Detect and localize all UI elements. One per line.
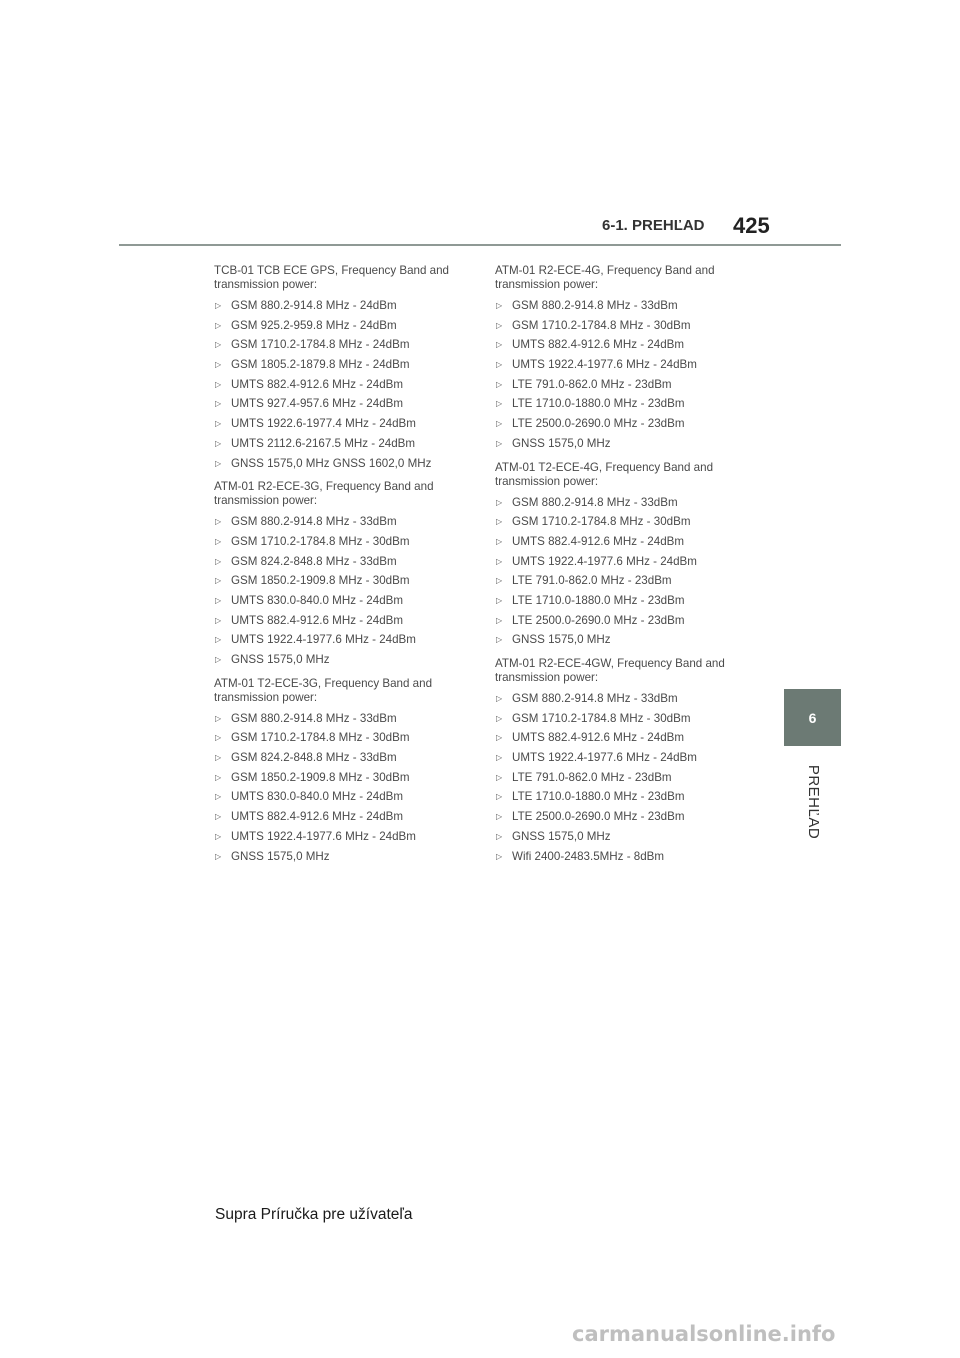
list-item: ▷ GSM 1710.2-1784.8 MHz - 30dBm	[495, 319, 757, 339]
list-item: ▷ GSM 925.2-959.8 MHz - 24dBm	[214, 319, 476, 339]
chapter-number: 6	[808, 709, 817, 726]
list-item: ▷ GSM 880.2-914.8 MHz - 24dBm	[214, 299, 476, 319]
spec-block-title: ATM-01 R2-ECE-3G, Frequency Band and transmission power:	[214, 480, 434, 508]
spec-list	[214, 299, 476, 476]
chapter-tab	[784, 689, 841, 746]
spec-block-title: TCB-01 TCB ECE GPS, Frequency Band and transmission power:	[214, 264, 449, 291]
spec-block-title: ATM-01 T2-ECE-3G, Frequency Band and transmission power:	[214, 676, 433, 704]
spec-list	[214, 712, 476, 870]
list-item: ▷ GSM 1805.2-1879.8 MHz - 24dBm	[214, 358, 476, 378]
spec-block	[214, 264, 476, 476]
chapter-label: PREHĽAD	[805, 764, 822, 840]
spec-block	[214, 677, 476, 870]
list-item: ▷ UMTS 882.4-912.6 MHz - 24dBm	[214, 810, 476, 830]
list-item: ▷ UMTS 830.0-840.0 MHz - 24dBm	[214, 790, 476, 810]
list-item: ▷ LTE 1710.0-1880.0 MHz - 23dBm	[495, 397, 757, 417]
list-item: ▷ UMTS 2112.6-2167.5 MHz - 24dBm	[214, 437, 476, 457]
list-item: ▷ GSM 1710.2-1784.8 MHz - 30dBm	[214, 731, 476, 751]
spec-block-title: ATM-01 T2-ECE-4G, Frequency Band and transmission power:	[495, 460, 714, 488]
page-number: 425	[733, 213, 770, 238]
list-item: ▷ UMTS 927.4-957.6 MHz - 24dBm	[214, 397, 476, 417]
list-item: ▷ LTE 791.0-862.0 MHz - 23dBm	[495, 574, 757, 594]
list-item: ▷ UMTS 882.4-912.6 MHz - 24dBm	[495, 731, 757, 751]
list-item: ▷ UMTS 882.4-912.6 MHz - 24dBm	[214, 378, 476, 398]
right-column	[495, 264, 757, 873]
list-item: ▷ UMTS 1922.4-1977.6 MHz - 24dBm	[495, 555, 757, 575]
list-item: ▷ UMTS 830.0-840.0 MHz - 24dBm	[214, 594, 476, 614]
list-item: ▷ UMTS 1922.4-1977.6 MHz - 24dBm	[214, 830, 476, 850]
list-item: ▷ GSM 1710.2-1784.8 MHz - 30dBm	[214, 535, 476, 555]
list-item: ▷ GSM 1850.2-1909.8 MHz - 30dBm	[214, 771, 476, 791]
spec-block-title: ATM-01 R2-ECE-4GW, Frequency Band and transmission power:	[495, 657, 725, 684]
list-item: ▷ UMTS 1922.4-1977.6 MHz - 24dBm	[214, 633, 476, 653]
list-item: ▷ GNSS 1575,0 MHz	[214, 850, 476, 870]
header-rule	[119, 244, 841, 246]
list-item: ▷ LTE 791.0-862.0 MHz - 23dBm	[495, 771, 757, 791]
list-item: ▷ GSM 880.2-914.8 MHz - 33dBm	[495, 299, 757, 319]
list-item: ▷ GSM 824.2-848.8 MHz - 33dBm	[214, 751, 476, 771]
list-item: ▷ LTE 1710.0-1880.0 MHz - 23dBm	[495, 594, 757, 614]
list-item: ▷ UMTS 882.4-912.6 MHz - 24dBm	[495, 338, 757, 358]
list-item: ▷ GSM 880.2-914.8 MHz - 33dBm	[214, 515, 476, 535]
list-item: ▷ GNSS 1575,0 MHz GNSS 1602,0 MHz	[214, 457, 476, 477]
list-item: ▷ GSM 1850.2-1909.8 MHz - 30dBm	[214, 574, 476, 594]
list-item: ▷ UMTS 1922.4-1977.6 MHz - 24dBm	[495, 358, 757, 378]
spec-list	[495, 496, 757, 654]
manual-title: Supra Príručka pre užívateľa	[215, 1206, 413, 1223]
list-item: ▷ LTE 2500.0-2690.0 MHz - 23dBm	[495, 417, 757, 437]
watermark-link[interactable]: carmanualsonline.info	[572, 1322, 836, 1346]
spec-block	[495, 657, 757, 869]
list-item: ▷ UMTS 882.4-912.6 MHz - 24dBm	[495, 535, 757, 555]
list-item: ▷ LTE 791.0-862.0 MHz - 23dBm	[495, 378, 757, 398]
list-item: ▷ GSM 880.2-914.8 MHz - 33dBm	[495, 692, 757, 712]
list-item: ▷ UMTS 1922.6-1977.4 MHz - 24dBm	[214, 417, 476, 437]
list-item: ▷ GSM 1710.2-1784.8 MHz - 24dBm	[214, 338, 476, 358]
list-item: ▷ Wifi 2400-2483.5MHz - 8dBm	[495, 850, 757, 870]
list-item: ▷ GNSS 1575,0 MHz	[495, 830, 757, 850]
list-item: ▷ LTE 2500.0-2690.0 MHz - 23dBm	[495, 614, 757, 634]
list-item: ▷ UMTS 1922.4-1977.6 MHz - 24dBm	[495, 751, 757, 771]
spec-list	[495, 692, 757, 869]
spec-block	[214, 480, 476, 673]
list-item: ▷ GSM 824.2-848.8 MHz - 33dBm	[214, 555, 476, 575]
list-item: ▷ GNSS 1575,0 MHz	[495, 437, 757, 457]
spec-list	[495, 299, 757, 457]
list-item: ▷ GSM 880.2-914.8 MHz - 33dBm	[214, 712, 476, 732]
list-item: ▷ GSM 1710.2-1784.8 MHz - 30dBm	[495, 712, 757, 732]
list-item: ▷ GSM 1710.2-1784.8 MHz - 30dBm	[495, 515, 757, 535]
list-item: ▷ GNSS 1575,0 MHz	[495, 633, 757, 653]
list-item: ▷ GNSS 1575,0 MHz	[214, 653, 476, 673]
section-title: 6-1. PREHĽAD	[602, 217, 705, 234]
spec-block-title: ATM-01 R2-ECE-4G, Frequency Band and transmission power:	[495, 264, 715, 291]
spec-block	[495, 461, 757, 654]
list-item: ▷ UMTS 882.4-912.6 MHz - 24dBm	[214, 614, 476, 634]
list-item: ▷ GSM 880.2-914.8 MHz - 33dBm	[495, 496, 757, 516]
spec-list	[214, 515, 476, 673]
list-item: ▷ LTE 1710.0-1880.0 MHz - 23dBm	[495, 790, 757, 810]
left-column	[214, 264, 476, 873]
list-item: ▷ LTE 2500.0-2690.0 MHz - 23dBm	[495, 810, 757, 830]
spec-block	[495, 264, 757, 457]
